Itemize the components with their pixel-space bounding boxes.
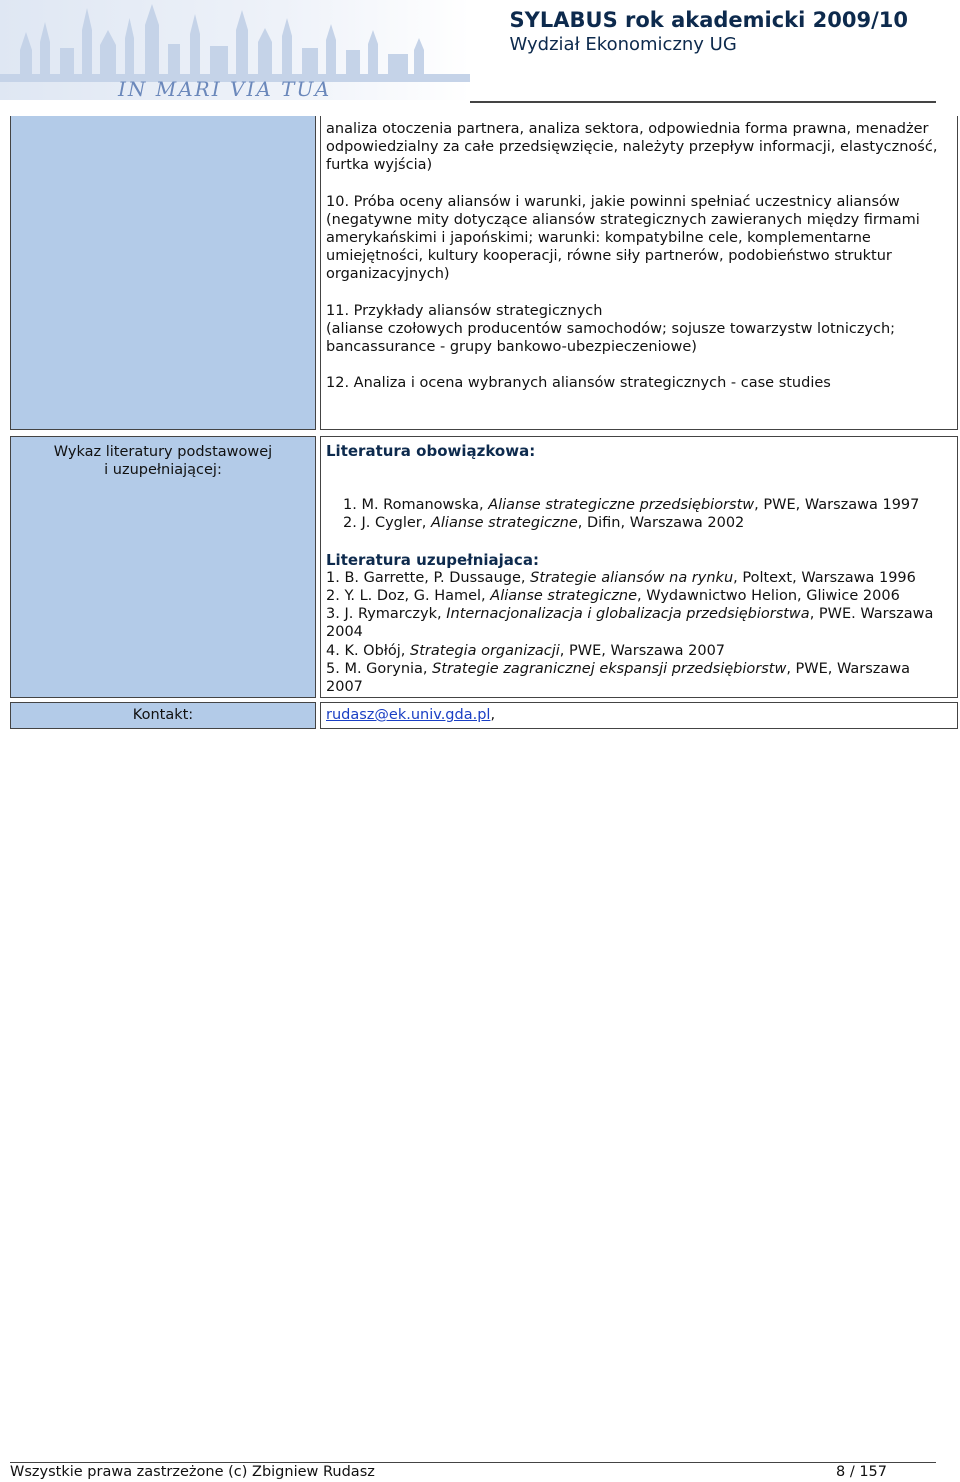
literature-item-publisher: , PWE, Warszawa 2007: [559, 642, 726, 659]
content-row: [10, 116, 958, 430]
literature-item: [326, 569, 951, 587]
literature-item-title: Strategie aliansów na rynku: [530, 569, 734, 586]
literature-item-publisher: , Poltext, Warszawa 1996: [733, 569, 916, 586]
literature-item-author: 4. K. Obłój,: [326, 642, 411, 659]
header-divider: [470, 101, 936, 103]
literature-row: [10, 436, 958, 698]
literature-label-line2: i uzupełniającej:: [104, 462, 222, 478]
literature-item-title: Alianse strategiczne przedsiębiorstw: [488, 497, 755, 514]
literature-item-publisher: , PWE, Warszawa 1997: [754, 497, 920, 514]
literature-label-cell: [10, 436, 316, 698]
content-paragraph-10: 10. Próba oceny aliansów i warunki, jakie powinni spełniać uczestnicy aliansów (negatywne mity dotyczące aliansów strategicznych zawieranych między firmami amerykańskimi i japońskimi; warunki: kompatybilne cele, komplementarne umiejętności, kultury kooperacji, równe siły partnerów, podobieństwo struktur organizacyjnych): [326, 193, 920, 283]
page-header: [0, 0, 960, 104]
mandatory-literature-title: Literatura obowiązkowa:: [326, 442, 536, 460]
literature-item-publisher: , PWE, Warszawa 2007: [326, 660, 911, 696]
footer-copyright: Wszystkie prawa zastrzeżone (c) Zbigniew Rudasz: [10, 1464, 375, 1480]
literature-item-title: Strategie zagranicznej ekspansji przedsiębiorstw: [432, 660, 787, 677]
literature-label-line1: Wykaz literatury podstawowej: [53, 444, 273, 460]
literature-item: [326, 587, 951, 605]
content-cell: [320, 116, 958, 430]
literature-item-title: Internacjonalizacja i globalizacja przedsiębiorstwa: [446, 606, 810, 623]
footer-divider: [10, 1462, 936, 1463]
contact-label-cell: [10, 702, 316, 729]
content-paragraph-11-title: 11. Przykłady aliansów strategicznych: [326, 302, 603, 319]
content-label-cell: [10, 116, 316, 430]
literature-item-author: 5. M. Gorynia,: [326, 660, 433, 677]
content-paragraph-intro: analiza otoczenia partnera, analiza sektora, odpowiednia forma prawna, menadżer odpowiedzialny za całe przedsięwzięcie, należyty przepływ informacji, elastyczność, furtka wyjścia): [326, 121, 938, 174]
literature-item-author: 2. Y. L. Doz, G. Hamel,: [326, 588, 491, 605]
title-block: [510, 8, 908, 58]
literature-item-publisher: , Difin, Warszawa 2002: [577, 515, 745, 532]
literature-item-title: Strategia organizacji: [410, 642, 560, 659]
literature-item: [326, 496, 951, 514]
literature-item-publisher: , Wydawnictwo Helion, Gliwice 2006: [637, 588, 900, 605]
content-paragraph-12: 12. Analiza i ocena wybranych aliansów strategicznych - case studies: [326, 375, 831, 392]
contact-email-link[interactable]: rudasz@ek.univ.gda.pl: [326, 707, 491, 723]
literature-item: [326, 660, 951, 696]
mandatory-literature-list: [326, 496, 951, 532]
literature-item-author: 2. J. Cygler,: [343, 515, 431, 532]
contact-cell: [320, 702, 958, 729]
literature-item-author: 1. B. Garrette, P. Dussauge,: [326, 569, 531, 586]
literature-item-publisher: , PWE. Warszawa 2004: [326, 606, 934, 641]
content-paragraph-11-body: (alianse czołowych producentów samochodów; sojusze towarzystw lotniczych; bancassurance - grupy bankowo-ubezpieczeniowe): [326, 320, 896, 356]
city-skyline-icon: [0, 0, 470, 100]
literature-item: [326, 605, 951, 641]
literature-item-title: Alianse strategiczne: [490, 588, 638, 605]
footer-page-number: 8 / 157: [836, 1464, 888, 1480]
literature-item-title: Alianse strategiczne: [430, 515, 578, 532]
literature-item-author: 1. M. Romanowska,: [343, 497, 489, 514]
contact-row: [10, 702, 958, 729]
svg-text:IN MARI VIA TUA: IN MARI VIA TUA: [118, 77, 332, 100]
contact-email-suffix: ,: [490, 707, 496, 723]
university-logo: [0, 0, 470, 100]
supplementary-literature-title: Literatura uzupełniajaca:: [326, 550, 539, 569]
literature-item-author: 3. J. Rymarczyk,: [326, 606, 447, 623]
page-subtitle: Wydział Ekonomiczny UG: [509, 34, 737, 55]
literature-item: [326, 514, 951, 532]
contact-label: Kontakt:: [132, 707, 194, 723]
page-title: SYLABUS rok akademicki 2009/10: [509, 8, 908, 32]
literature-item: [326, 642, 951, 660]
supplementary-literature-list: [326, 569, 951, 696]
literature-cell: [320, 436, 958, 698]
